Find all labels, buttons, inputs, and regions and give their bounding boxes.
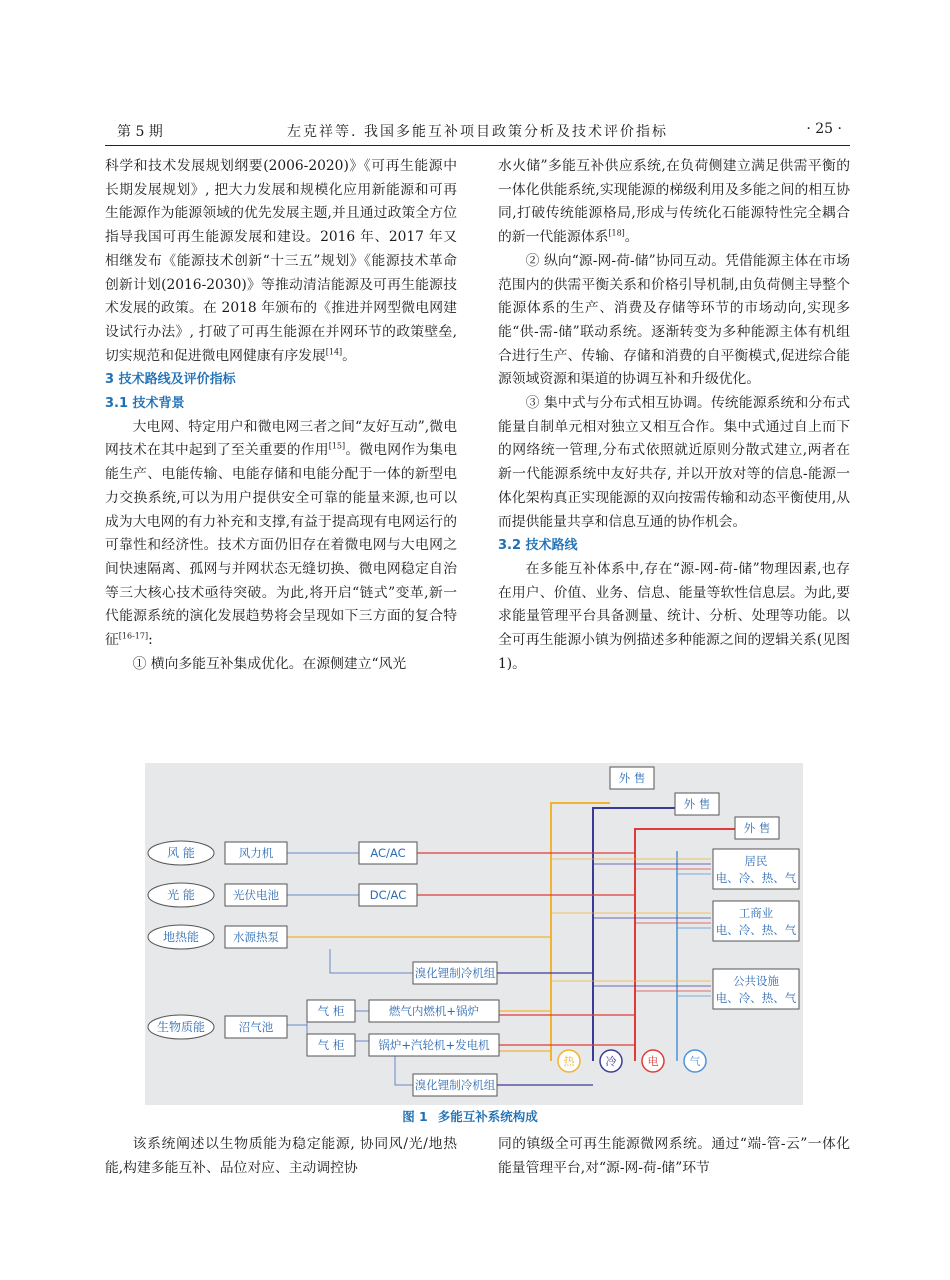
bottom-left-column bbox=[105, 1133, 457, 1180]
consumer-needs: 电、冷、热、气 bbox=[715, 991, 797, 1005]
paragraph: 在多能互补体系中,存在“源-网-荷-储”物理因素,也存在用户、价值、业务、信息、能量等软性信息层。为此,要求能量管理平台具备测量、统计、分析、处理等功能。以全可再生能源小镇为例描述多种能源之间的逻辑关系(见图 1)。 bbox=[498, 560, 850, 672]
source-label: 地热能 bbox=[162, 930, 200, 944]
paragraph: ② 纵向“源-网-荷-储”协同互动。凭借能源主体在市场范围内的供需平衡关系和价格引导机制,由负荷侧主导整个能源体系的生产、消费及存储等环节的市场动向,实现多能“供-需-储”联动系统。逐渐转变为多种能源主体有机组合进行生产、传输、存储和消费的自平衡模式,促进综合能源领域资源和渠道的协调互补和升级优化。 bbox=[498, 252, 850, 388]
bus-label: 气 bbox=[689, 1055, 701, 1068]
consumer-needs: 电、冷、热、气 bbox=[715, 871, 797, 885]
right-column bbox=[498, 155, 850, 676]
running-title: 左克祥等. 我国多能互补项目政策分析及技术评价指标 bbox=[287, 124, 668, 140]
paragraph: 同的镇级全可再生能源微网系统。通过“端-管-云”一体化能量管理平台,对“源-网-荷-储”环节 bbox=[498, 1136, 850, 1176]
source-label: 风 能 bbox=[167, 846, 195, 860]
energy-system-diagram bbox=[145, 763, 803, 1105]
subsection-heading: 3.1 技术背景 bbox=[105, 396, 185, 412]
header-rule bbox=[105, 145, 850, 146]
source-label: 光 能 bbox=[167, 888, 195, 902]
consumer-needs: 电、冷、热、气 bbox=[715, 923, 797, 937]
paragraph: ① 横向多能互补集成优化。在源侧建立“风光 bbox=[132, 655, 407, 672]
export-label: 外 售 bbox=[618, 771, 646, 785]
consumer-feeds bbox=[551, 859, 711, 996]
subsection-heading: 3.2 技术路线 bbox=[498, 538, 578, 554]
paragraph: 大电网、特定用户和微电网三者之间“友好互动”,微电网技术在其中起到了至关重要的作用[15]。微电网作为集电能生产、电能传输、电能存储和电能分配于一体的新型电力交换系统,可以为用户提供安全可靠的能量来源,也可以成为大电网的有力补充和支撑,有益于提高现有电网运行的可靠性和经济性。技术方面仍旧存在着微电网与大电网之间快速隔离、孤网与并网状态无缝切换、微电网稳定自治等三大核心技术亟待突破。为此,将开启“链式”变革,新一代能源系统的演化发展趋势将会呈现如下三方面的复合特征[16-17]: bbox=[105, 418, 457, 649]
consumer-name: 工商业 bbox=[738, 906, 774, 920]
bus-label: 电 bbox=[647, 1055, 659, 1068]
page-number: · 25 · bbox=[806, 121, 842, 137]
figure-caption bbox=[0, 1107, 950, 1125]
running-header bbox=[105, 121, 850, 143]
export-label: 外 售 bbox=[683, 797, 711, 811]
bus-label: 冷 bbox=[605, 1055, 617, 1068]
paragraph: 水火储”多能互补供应系统,在负荷侧建立满足供需平衡的一体化供能系统,实现能源的梯级利用及多能之间的相互协同,打破传统能源格局,形成与传统化石能源特性完全耦合的新一代能源体系[18]。 bbox=[498, 158, 850, 246]
paragraph: 该系统阐述以生物质能为稳定能源, 协同风/光/地热能,构建多能互补、品位对应、主动调控协 bbox=[105, 1136, 457, 1176]
source-label: 生物质能 bbox=[156, 1020, 206, 1034]
consumer-name: 公共设施 bbox=[733, 974, 779, 988]
issue-number: 第 5 期 bbox=[117, 124, 163, 140]
equipment-label: 光伏电池 bbox=[233, 888, 279, 902]
equipment-label: 沼气池 bbox=[238, 1020, 274, 1034]
gas-tank-label: 气 柜 bbox=[317, 1004, 345, 1018]
converter-label: AC/AC bbox=[370, 846, 406, 860]
equipment-label: 水源热泵 bbox=[233, 930, 279, 944]
caption-label: 图 1 bbox=[402, 1109, 428, 1124]
heat-bus bbox=[551, 803, 610, 1061]
figure-1 bbox=[145, 763, 803, 1105]
left-column bbox=[105, 155, 457, 676]
bottom-right-column bbox=[498, 1133, 850, 1180]
unit-label: 溴化锂制冷机组 bbox=[414, 966, 496, 980]
caption-text: 多能互补系统构成 bbox=[437, 1109, 538, 1124]
section-heading: 3 技术路线及评价指标 bbox=[105, 372, 236, 388]
paragraph: 科学和技术发展规划纲要(2006-2020)》《可再生能源中长期发展规划》, 把大力发展和规模化应用新能源和可再生能源作为能源领域的优先发展主题,并且通过政策全方位指导我国可再生能源发展和建设。2016 年、2017 年又相继发布《能源技术创新“十三五”规划》《能源技术革命创新计划(2016-2030)》等推动清洁能源及可再生能源技术发展的政策。在 2018 年颁布的《推进并网型微电网建设试行办法》, 打破了可再生能源在并网环节的政策壁垒,切实规范和促进微电网健康有序发展[14]。 bbox=[105, 158, 457, 364]
unit-label: 燃气内燃机+锅炉 bbox=[388, 1004, 480, 1018]
gas-tank-label: 气 柜 bbox=[317, 1038, 345, 1052]
bus-label: 热 bbox=[563, 1055, 575, 1068]
converter-label: DC/AC bbox=[369, 888, 407, 902]
export-label: 外 售 bbox=[743, 821, 771, 835]
unit-label: 锅炉+汽轮机+发电机 bbox=[378, 1038, 490, 1052]
cold-flows bbox=[497, 973, 593, 1085]
consumer-name: 居民 bbox=[744, 854, 768, 868]
paragraph: ③ 集中式与分布式相互协调。传统能源系统和分布式能量自制单元相对独立又相互合作。集中式通过自上而下的网络统一管理,分布式依照就近原则分散式建立,两者在新一代能源系统中友好共存, 并以开放对等的信息-能源一体化架构真正实现能源的双向按需传输和动态平衡使用,从而提供能量共享和信息互通的协作机会。 bbox=[498, 395, 850, 530]
unit-label: 溴化锂制冷机组 bbox=[414, 1078, 496, 1092]
equipment-label: 风力机 bbox=[238, 846, 274, 860]
